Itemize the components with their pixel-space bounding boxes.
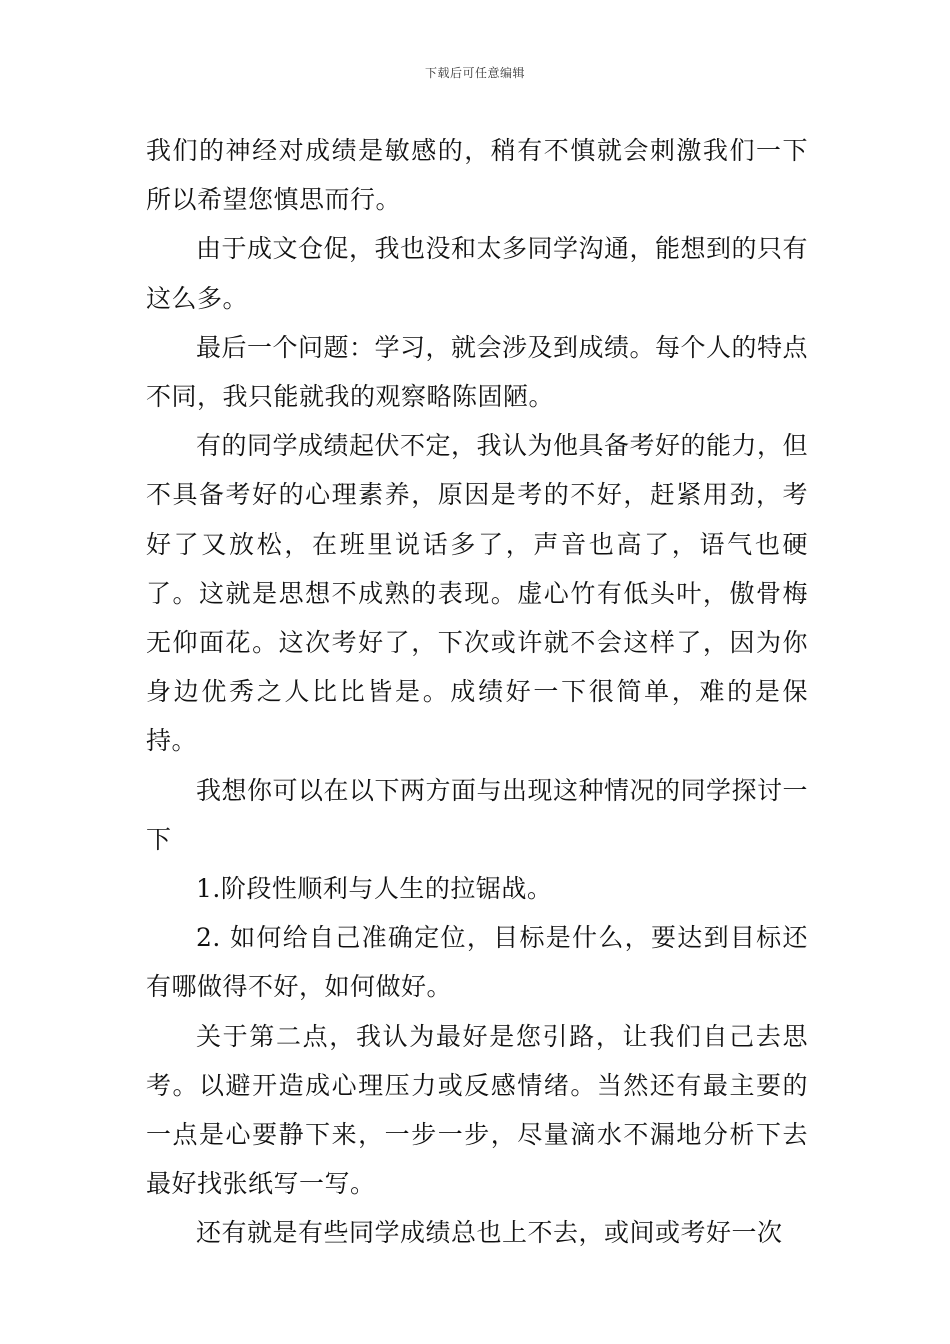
paragraph-2: 由于成文仓促，我也没和太多同学沟通，能想到的只有这么多。 (146, 234, 809, 313)
paragraph-4: 有的同学成绩起伏不定，我认为他具备考好的能力，但不具备考好的心理素养，原因是考的不好，赶紧用劲，考好了又放松，在班里说话多了，声音也高了，语气也硬了。这就是思想不成熟的表现。虚心竹有低头叶，傲骨梅无仰面花。这次考好了，下次或许就不会这样了，因为你身边优秀之人比比皆是。成绩好一下很简单，难的是保持。 (146, 431, 809, 756)
paragraph-6: 关于第二点，我认为最好是您引路，让我们自己去思考。以避开造成心理压力或反感情绪。当然还有最主要的一点是心要静下来，一步一步，尽量滴水不漏地分析下去最好找张纸写一写。 (146, 1021, 808, 1199)
paragraph-3: 最后一个问题：学习，就会涉及到成绩。每个人的特点不同，我只能就我的观察略陈固陋。 (146, 332, 809, 412)
page-header: 下载后可任意编辑 (424, 66, 525, 80)
document-body (146, 126, 808, 1258)
paragraph-1: 我们的神经对成绩是敏感的，稍有不慎就会刺激我们一下所以希望您慎思而行。 (146, 136, 808, 215)
paragraph-7: 还有就是有些同学成绩总也上不去，或间或考好一次 (196, 1218, 783, 1248)
list-item-1: 1.阶段性顺利与人生的拉锯战。 (196, 874, 553, 904)
list-item-2: 2. 如何给自己准确定位，目标是什么，要达到目标还有哪做得不好，如何做好。 (146, 923, 808, 1002)
paragraph-5: 我想你可以在以下两方面与出现这种情况的同学探讨一下 (146, 775, 809, 854)
